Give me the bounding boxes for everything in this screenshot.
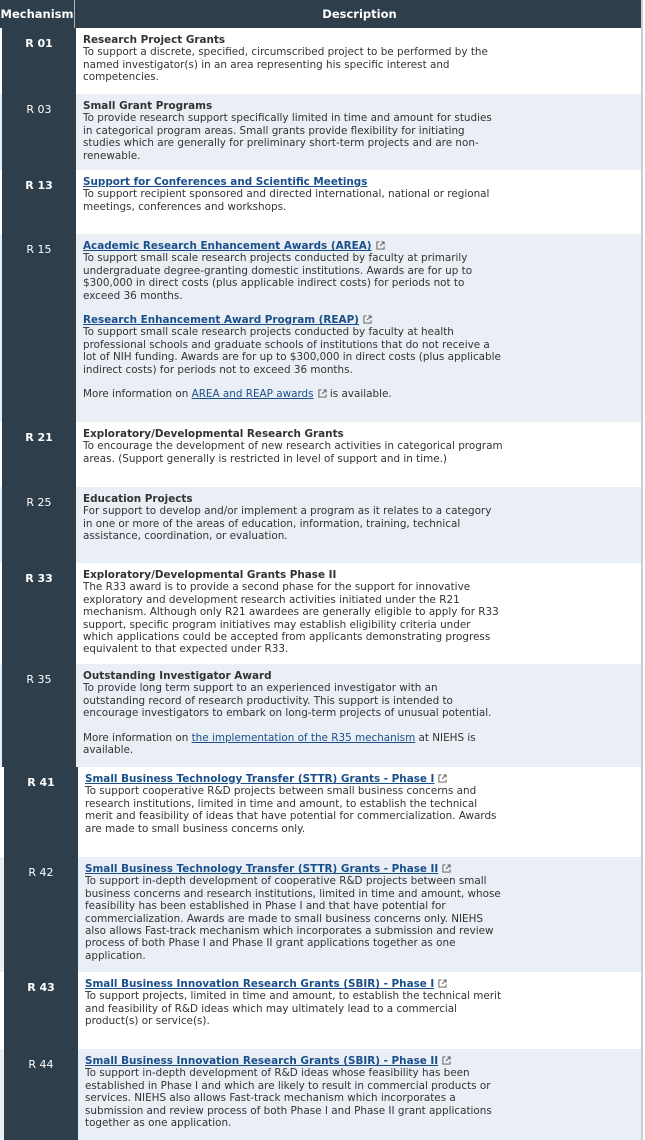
table-row	[0, 234, 643, 422]
row-title: Exploratory/Developmental Grants Phase II	[83, 569, 337, 581]
row-title: Small Grant Programs	[83, 100, 213, 112]
mechanism-code: R 03	[2, 94, 76, 170]
table-right-border	[641, 0, 643, 1140]
mechanism-code: R 35	[2, 664, 76, 767]
row-text-2: To support small scale research projects conducted by faculty at health professional schools and graduate schools of institutions that do not receive a lot of NIH funding. Awards are for up to $300,000 in direct costs (plus applicable indirect costs) for periods not to exceed 36 months.	[83, 326, 501, 376]
area-link[interactable]: Academic Research Enhancement Awards (AREA)	[83, 240, 372, 252]
row-text: To support small scale research projects conducted by faculty at primarily undergraduate degree-granting domestic institutions. Awards are for up to $300,000 in direct costs (plus applicable indirect costs) for periods not to exceed 36 months.	[83, 252, 473, 302]
external-link-icon	[442, 1056, 451, 1065]
row-text: The R33 award is to provide a second phase for the support for innovative exploratory and development research activities initiated under the R21 mechanism. Although only R21 awardees are generally eligible to apply for R33 support, specific program initiatives may establish eligibility criteria under which applications could be accepted from applicants demonstrating progress equivalent to that expected under R33.	[83, 581, 499, 656]
table-header	[0, 0, 643, 28]
table-row	[0, 422, 643, 487]
mechanism-code: R 43	[4, 972, 78, 1049]
table-row	[0, 28, 643, 94]
row-title: Education Projects	[83, 493, 193, 505]
row-description	[85, 978, 505, 1028]
row-description	[83, 240, 503, 400]
row-description	[83, 428, 503, 465]
more-info-prefix: More information on	[83, 388, 189, 401]
header-description: Description	[322, 7, 397, 21]
row-text: To support in-depth development of R&D ideas whose feasibility has been established in Phase I and which are likely to result in commercial products or services. NIEHS also allows Fast-track mechanism which incorporates a submission and review process of both Phase I and Phase II grant applications together as one application.	[85, 1067, 492, 1130]
table-row	[0, 487, 643, 563]
row-text: For support to develop and/or implement a program as it relates to a category in one or more of the areas of education, information, training, technical assistance, coordination, or evaluation.	[83, 505, 492, 543]
sttr-phase-2-link[interactable]: Small Business Technology Transfer (STTR) Grants - Phase II	[85, 863, 439, 875]
mechanism-code: R 15	[2, 234, 76, 422]
area-reap-awards-link[interactable]: AREA and REAP awards	[191, 388, 314, 401]
row-text: To provide research support specifically limited in time and amount for studies in categorical program areas. Small grants provide flexibility for initiating studies which are generally for preliminary short-term projects and are non-renewable.	[83, 112, 492, 162]
mechanism-code: R 42	[4, 857, 78, 972]
row-description	[83, 176, 503, 213]
external-link-icon	[438, 979, 447, 988]
more-info-suffix: is available.	[329, 388, 392, 401]
table-row	[0, 1049, 643, 1140]
mechanism-code: R 25	[2, 487, 76, 563]
external-link-icon	[318, 389, 327, 398]
more-info	[83, 388, 503, 400]
sbir-phase-2-link[interactable]: Small Business Innovation Research Grants (SBIR) - Phase II	[85, 1055, 439, 1067]
row-title: Outstanding Investigator Award	[83, 670, 272, 682]
row-description	[85, 1055, 505, 1129]
external-link-icon	[376, 241, 385, 250]
table-row	[0, 94, 643, 170]
external-link-icon	[442, 864, 451, 873]
table-row	[0, 664, 643, 767]
table-row	[0, 767, 643, 857]
row-description	[83, 569, 503, 656]
row-text: To provide long term support to an experienced investigator with an outstanding record of research productivity. This support is intended to encourage investigators to embark on long-term projects of unusual potential.	[83, 682, 492, 720]
row-text: To support recipient sponsored and directed international, national or regional meetings, conferences and workshops.	[83, 188, 490, 213]
row-title: Research Project Grants	[83, 34, 226, 46]
header-mechanism: Mechanism	[0, 0, 75, 28]
external-link-icon	[363, 315, 372, 324]
sbir-phase-1-link[interactable]: Small Business Innovation Research Grants (SBIR) - Phase I	[85, 978, 435, 990]
row-text: To support projects, limited in time and amount, to establish the technical merit and feasibility of R&D ideas which may ultimately lead to a commercial product(s) or service(s).	[85, 990, 502, 1028]
mechanism-code: R 13	[2, 170, 76, 234]
row-description	[85, 863, 505, 962]
table-row	[0, 170, 643, 234]
row-description	[83, 34, 503, 84]
mechanism-code: R 33	[2, 563, 76, 664]
row-title: Exploratory/Developmental Research Grants	[83, 428, 344, 440]
more-info-suffix: at NIEHS is available.	[83, 731, 476, 757]
row-text: To support a discrete, specified, circumscribed project to be performed by the named investigator(s) in an area representing his specific interest and competencies.	[83, 46, 488, 84]
table-row	[0, 563, 643, 664]
more-info	[83, 732, 503, 757]
r35-implementation-link[interactable]: the implementation of the R35 mechanism	[191, 731, 416, 744]
table-row	[0, 857, 643, 972]
row-text: To encourage the development of new research activities in categorical program areas. (Support generally is restricted in level of support and in time.)	[83, 440, 503, 465]
mechanism-code: R 44	[4, 1049, 78, 1140]
more-info-prefix: More information on	[83, 731, 189, 744]
mechanism-code: R 21	[2, 422, 76, 487]
conferences-link[interactable]: Support for Conferences and Scientific Meetings	[83, 176, 368, 188]
row-description	[83, 100, 503, 162]
row-description	[83, 493, 503, 543]
mechanism-code: R 41	[4, 767, 78, 857]
mechanism-code: R 01	[2, 28, 76, 94]
row-description	[83, 670, 503, 756]
sttr-phase-1-link[interactable]: Small Business Technology Transfer (STTR) Grants - Phase I	[85, 773, 435, 785]
external-link-icon	[438, 774, 447, 783]
row-description	[85, 773, 505, 835]
row-text: To support cooperative R&D projects between small business concerns and research institutions, limited in time and amount, to establish the technical merit and feasibility of ideas that have potential for commercialization. Awards are made to small business concerns only.	[85, 785, 497, 835]
row-text: To support in-depth development of cooperative R&D projects between small business concerns and research institutions, limited in time and amount, whose feasibility has been established in Phase I and that have potential for commercialization. Awards are made to small business concerns only. NIEHS also allows Fast-track mechanism which incorporates a submission and review process of both Phase I and Phase II grant applications together as one application.	[85, 875, 501, 962]
table-row	[0, 972, 643, 1049]
reap-link[interactable]: Research Enhancement Award Program (REAP)	[83, 314, 359, 327]
